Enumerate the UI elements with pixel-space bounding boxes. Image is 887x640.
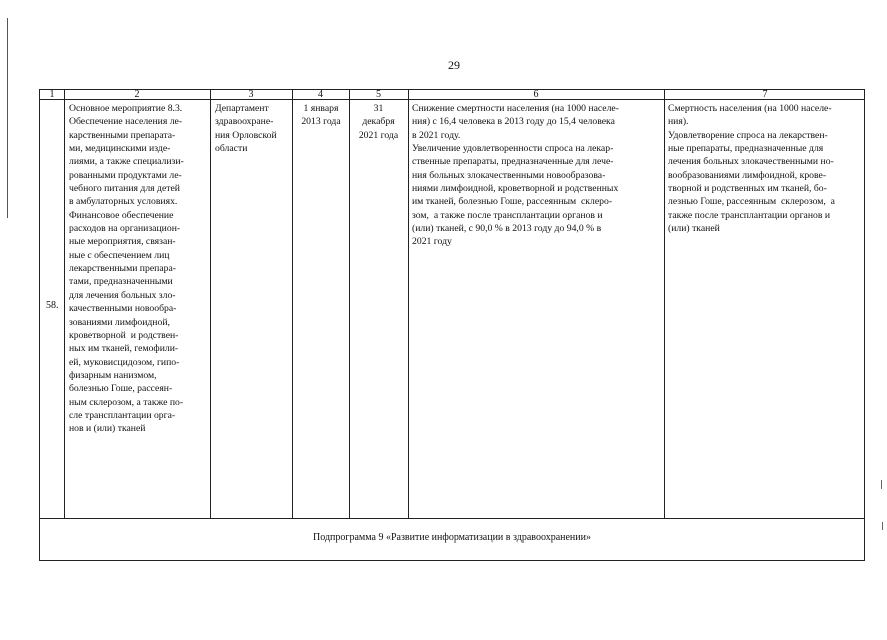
target-indicators: Смертность населения (на 1000 населе- ния). Удовлетворение спроса на лекарствен- ные препараты, предназначенные для лечения больных злокачественными но- вообразованиями лимфоидной, крове- творной и родственных им тканей, бо- лезнью Гоше, рассеянным склерозом, а также после трансплантации органов и (или) тканей xyxy=(668,103,835,235)
measures-table xyxy=(39,89,865,561)
column-number-6: 6 xyxy=(533,89,539,100)
scan-mark xyxy=(882,522,883,530)
row-number: 58. xyxy=(46,300,59,311)
start-date: 1 января 2013 года xyxy=(301,103,341,128)
responsible-executor: Департамент здравоохране- ния Орловской области xyxy=(215,103,277,155)
column-number-2: 2 xyxy=(134,89,140,100)
column-number-1: 1 xyxy=(49,89,55,100)
column-divider xyxy=(349,90,350,518)
measure-description: Основное мероприятие 8.3. Обеспечение населения ле- карственными препарата- ми, медицинскими изде- лиями, а также специализи- рованными продуктами ле- чебного питания для детей в амбулаторных условиях. Финансовое обеспечение расходов на организацион- ные мероприятия, связан- ные с обеспечением лиц лекарственными препара- тами, предназначенными для лечения больных зло- качественными новообра- зованиями лимфоидной, кроветворной и родствен- ных им тканей, гемофили- ей, муковисцидозом, гипо- физарным нанизмом, болезнью Гоше, рассеян- ным склерозом, а также по- сле трансплантации орга- нов и (или) тканей xyxy=(69,103,184,435)
column-divider xyxy=(664,90,665,518)
column-number-5: 5 xyxy=(376,89,381,100)
column-divider xyxy=(408,90,409,518)
column-number-3: 3 xyxy=(248,89,254,100)
page-number: 29 xyxy=(448,58,460,72)
column-divider xyxy=(210,90,211,518)
column-divider xyxy=(64,90,65,518)
subprogram-heading: Подпрограмма 9 «Развитие информатизации в здравоохранении» xyxy=(313,532,591,543)
expected-result: Снижение смертности населения (на 1000 населе- ния) с 16,4 человека в 2013 году до 15,4 человека в 2021 году. Увеличение удовлетворенности спроса на лекар- ственные препараты, предназначенные для лече- ния больных злокачественными новообразова- ниями лимфоидной, кроветворной и родственных им тканей, болезнью Гоше, рассеянным склеро- зом, а также после трансплантации органов и (или) тканей, с 90,0 % в 2013 году до 94,0 % в 2021 году xyxy=(412,103,619,248)
column-number-4: 4 xyxy=(318,89,323,100)
scan-mark xyxy=(881,480,882,489)
left-margin-rule xyxy=(7,18,8,218)
end-date: 31 декабря 2021 года xyxy=(358,103,399,141)
column-number-7: 7 xyxy=(762,89,768,100)
subprogram-divider xyxy=(40,518,864,519)
column-divider xyxy=(292,90,293,518)
